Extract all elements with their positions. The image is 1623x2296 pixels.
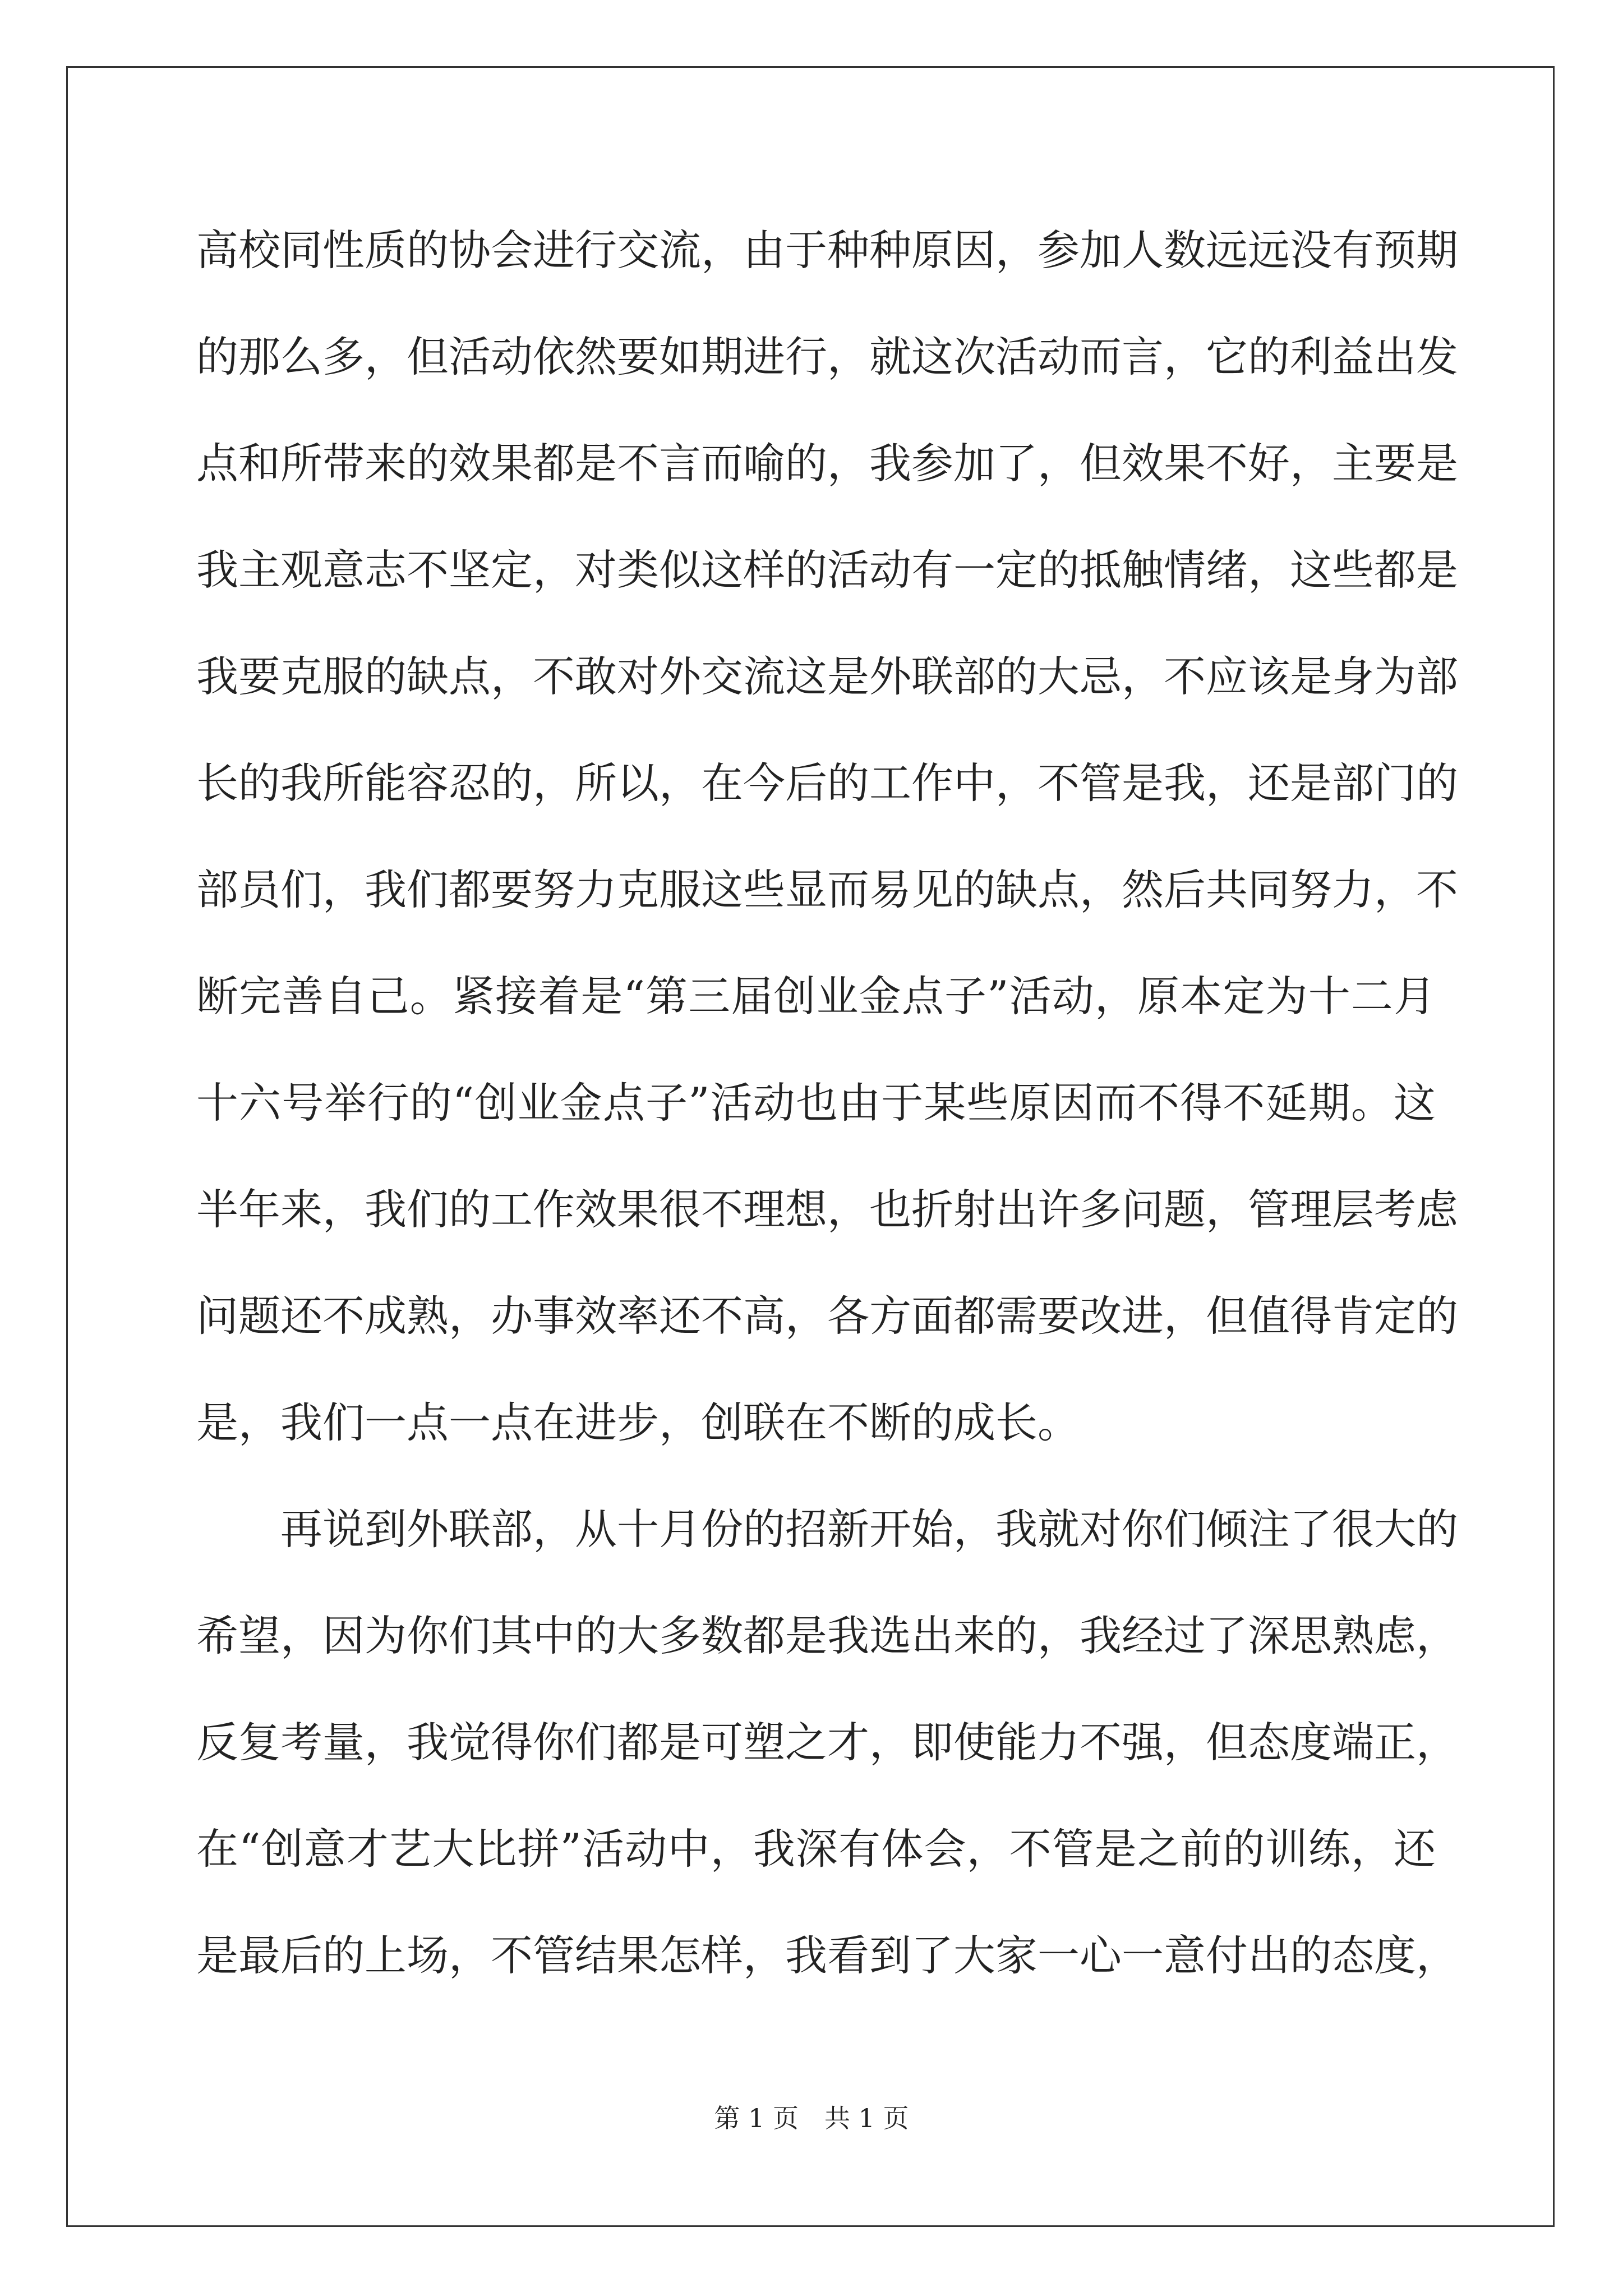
text-line: 我要克服的缺点，不敢对外交流这是外联部的大忌，不应该是身为部 [196,652,1459,701]
text-line: 的那么多，但活动依然要如期进行，就这次活动而言，它的利益出发 [196,332,1459,381]
text-line: 是，我们一点一点在进步，创联在不断的成长。 [196,1398,1080,1447]
text-line: 反复考量，我觉得你们都是可塑之才，即使能力不强，但态度端正， [196,1718,1459,1767]
text-line: 在“创意才艺大比拼”活动中，我深有体会，不管是之前的训练，还 [196,1824,1436,1874]
text-line: 断完善自己。紧接着是“第三届创业金点子”活动，原本定为十二月 [196,972,1436,1021]
text-line: 高校同性质的协会进行交流，由于种种原因，参加人数远远没有预期 [196,226,1459,275]
text-line: 是最后的上场，不管结果怎样，我看到了大家一心一意付出的态度， [196,1931,1459,1980]
text-line: 问题还不成熟，办事效率还不高，各方面都需要改进，但值得肯定的 [196,1291,1459,1341]
text-line: 希望，因为你们其中的大多数都是我选出来的，我经过了深思熟虑， [196,1611,1459,1660]
text-line: 我主观意志不坚定，对类似这样的活动有一定的抵触情绪，这些都是 [196,545,1459,595]
document-body [196,217,1459,2028]
text-line: 十六号举行的“创业金点子”活动也由于某些原因而不得不延期。这 [196,1078,1436,1128]
text-line: 半年来，我们的工作效果很不理想，也折射出许多问题，管理层考虑 [196,1185,1459,1234]
text-line: 部员们，我们都要努力克服这些显而易见的缺点，然后共同努力，不 [196,865,1459,914]
text-line: 长的我所能容忍的，所以，在今后的工作中，不管是我，还是部门的 [196,758,1459,808]
page-number-footer: 第 1 页 共 1 页 [714,2103,909,2133]
text-line: 点和所带来的效果都是不言而喻的，我参加了，但效果不好，主要是 [196,439,1459,488]
text-line: 再说到外联部，从十月份的招新开始，我就对你们倾注了很大的 [280,1504,1459,1554]
